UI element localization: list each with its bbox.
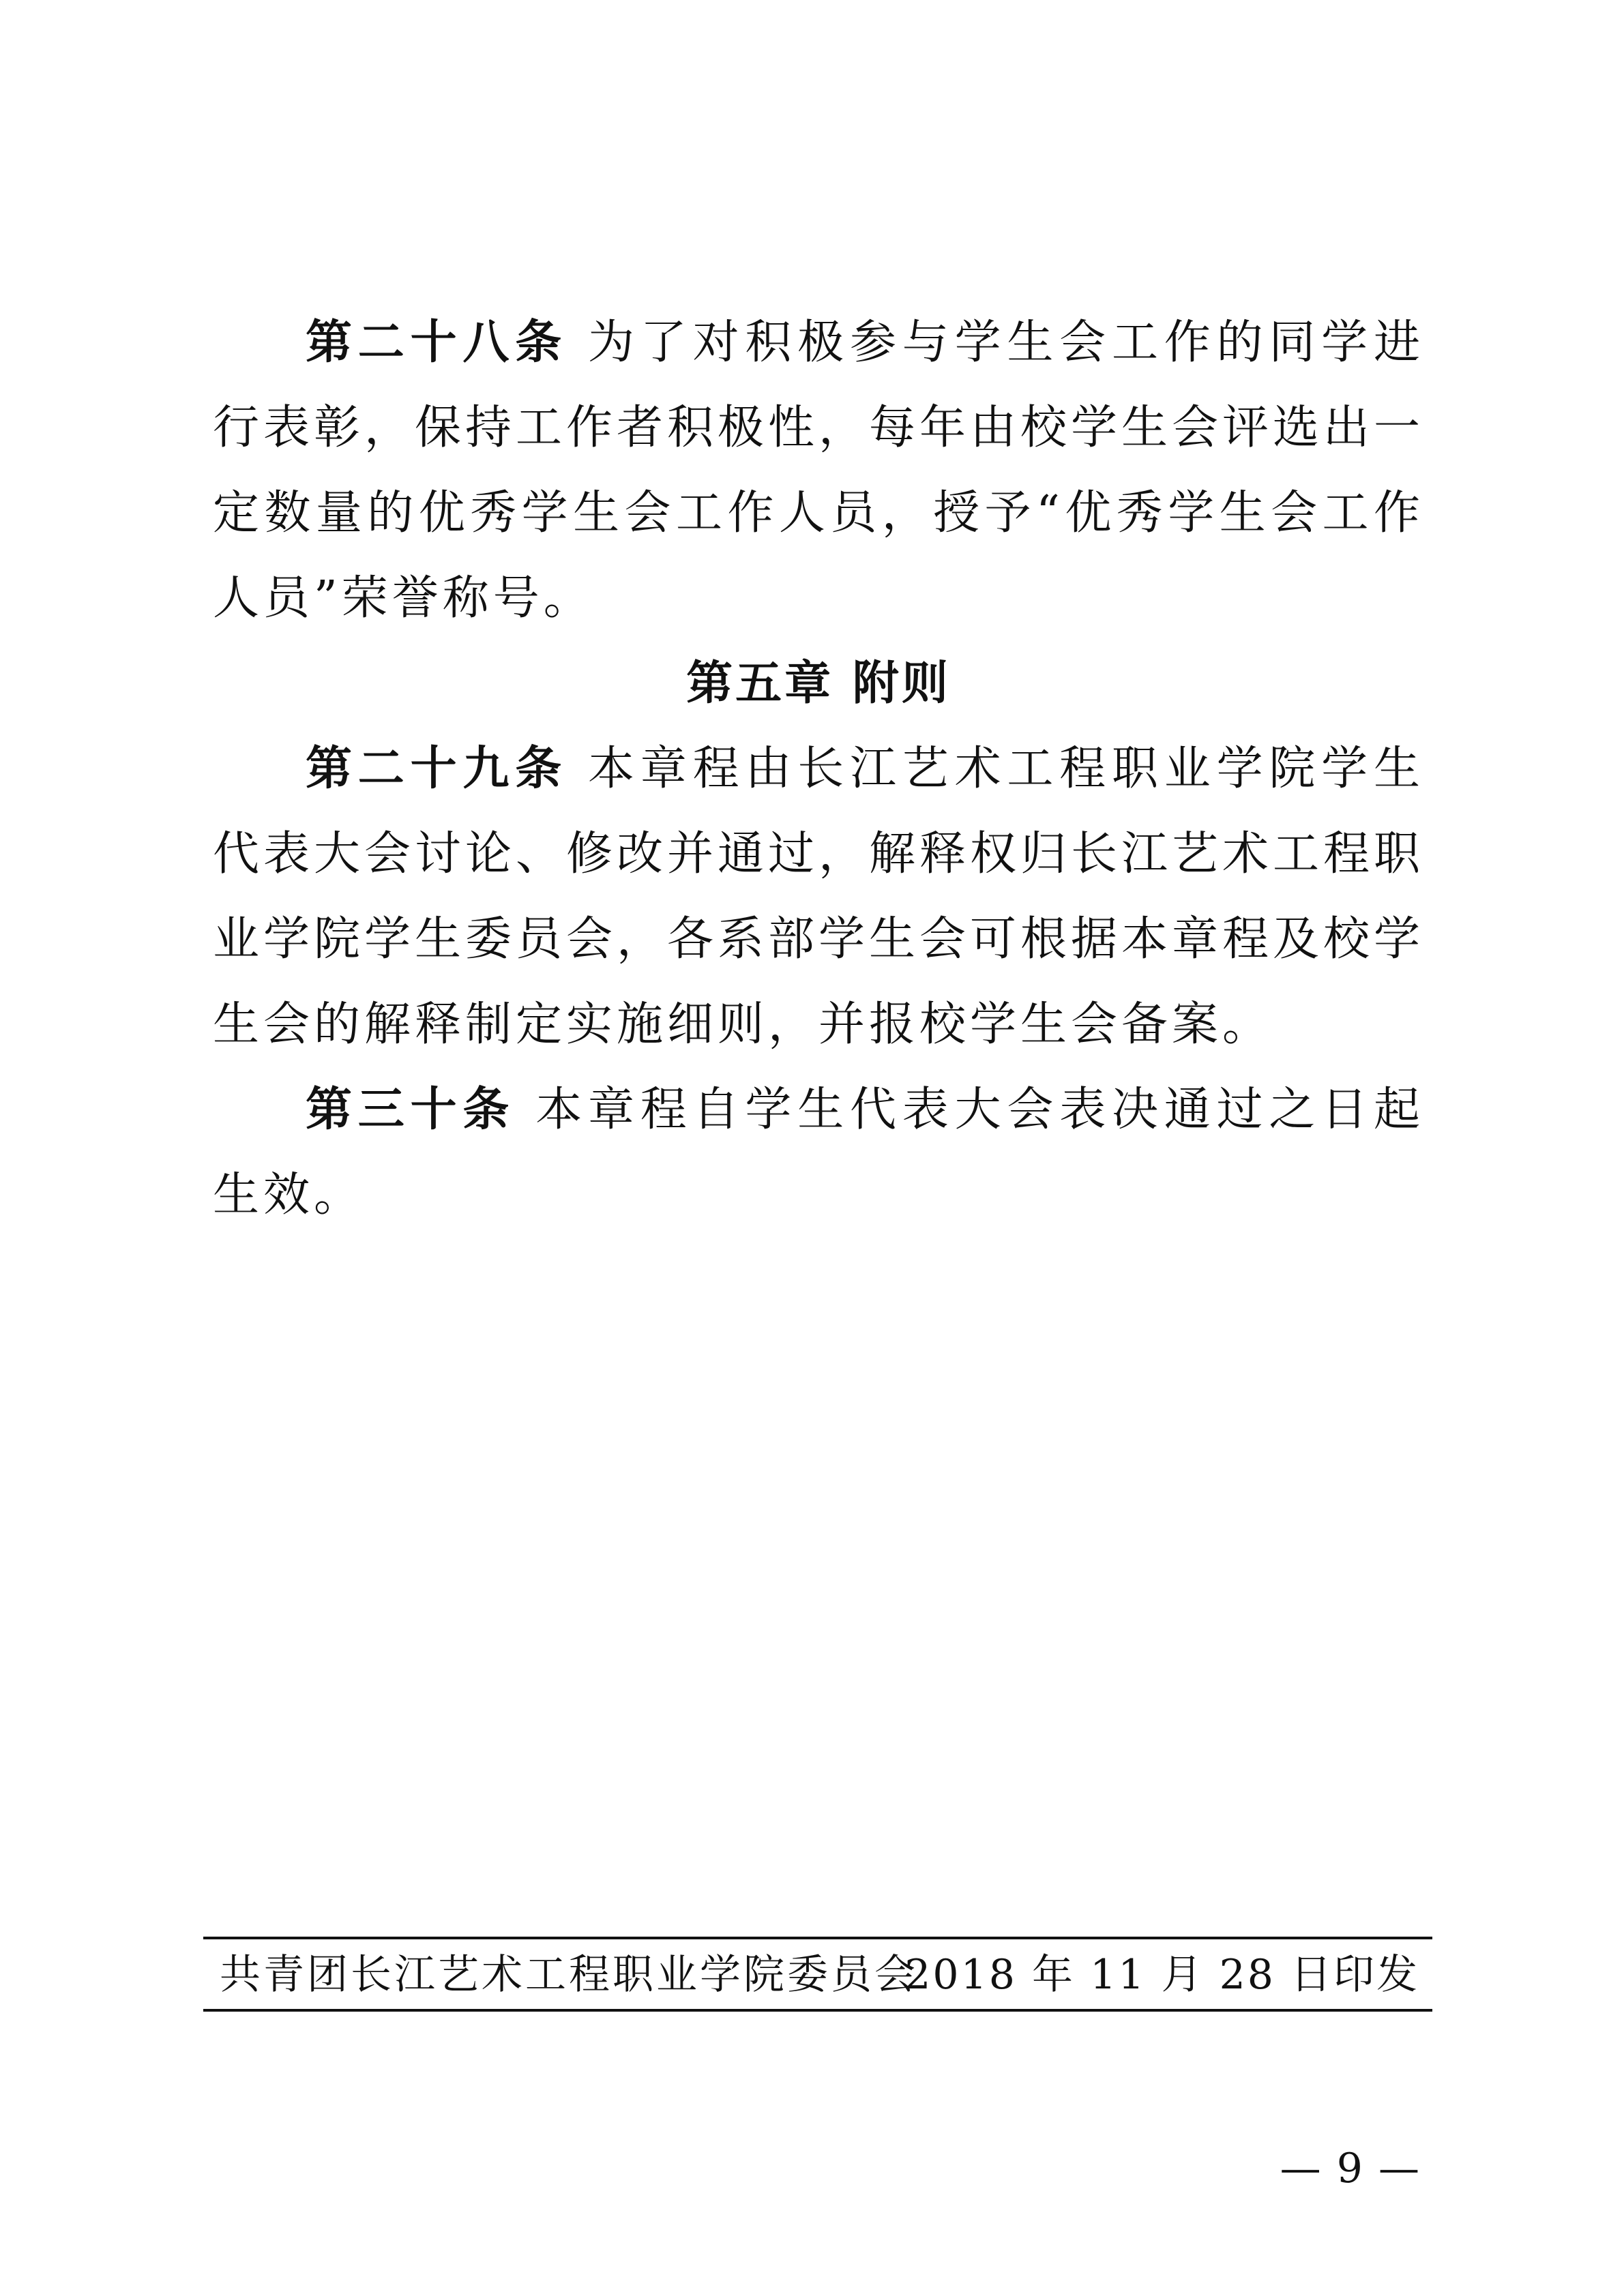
- footer-issuer: 共青团长江艺术工程职业学院委员会: [220, 1951, 918, 1999]
- article-29: [213, 726, 1424, 1067]
- article-30-text: 本章程自学生代表大会表决通过之日起生效。: [213, 1083, 1424, 1222]
- chapter-5-heading: 第五章 附则: [686, 657, 951, 711]
- footer-bottom-rule: [203, 2009, 1432, 2012]
- article-30-number: 第三十条: [306, 1083, 516, 1137]
- article-29-text: 本章程由长江艺术工程职业学院学生代表大会讨论、修改并通过，解释权归长江艺术工程职业学院学生委员会，各系部学生会可根据本章程及校学生会的解释制定实施细则，并报校学生会备案。: [213, 742, 1425, 1052]
- document-body: [213, 300, 1424, 1238]
- article-28: [213, 300, 1424, 641]
- page-number: — 9 —: [1280, 2145, 1421, 2192]
- article-28-number: 第二十八条: [306, 316, 567, 370]
- article-29-number: 第二十九条: [306, 742, 567, 796]
- article-30: [213, 1067, 1424, 1238]
- footer-issue-date: 2018 年 11 月 28 日印发: [904, 1951, 1419, 1999]
- article-28-text: 为了对积极参与学生会工作的同学进行表彰，保持工作者积极性，每年由校学生会评选出一定数量的优秀学生会工作人员，授予“优秀学生会工作人员”荣誉称号。: [213, 316, 1425, 625]
- footer-top-rule: [203, 1937, 1432, 1939]
